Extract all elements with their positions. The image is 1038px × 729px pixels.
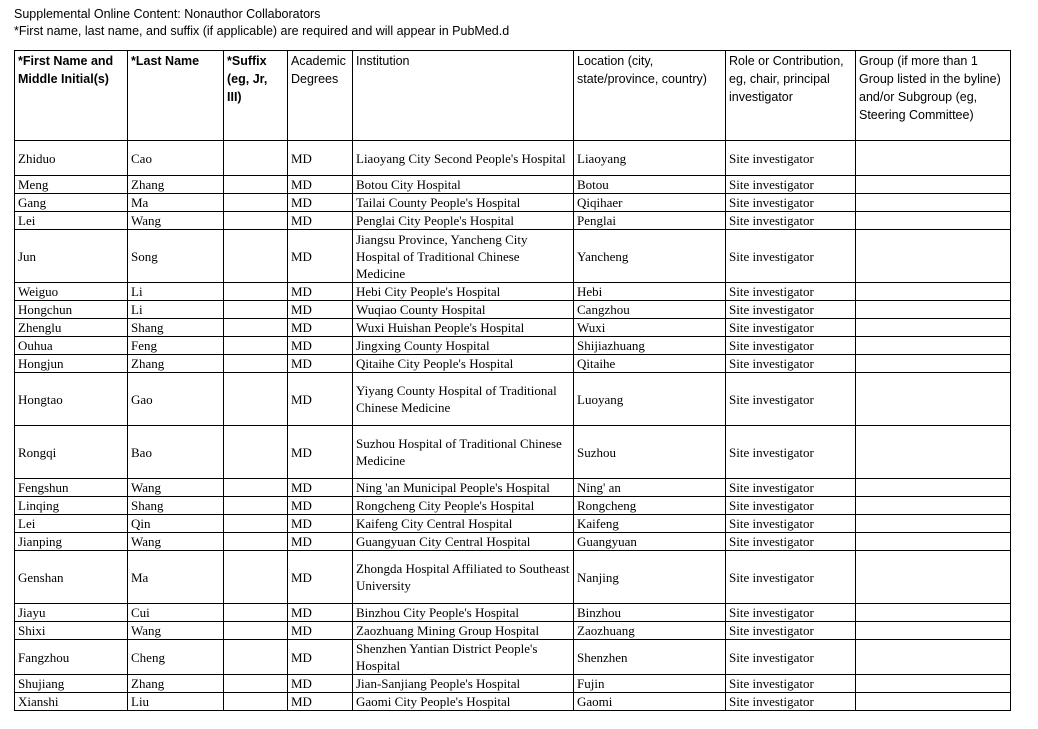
- table-row: [15, 301, 1011, 319]
- suffix-cell: [224, 194, 288, 212]
- suffix-cell: [224, 141, 288, 176]
- group-cell: [856, 533, 1011, 551]
- last-name-cell: Wang: [128, 533, 224, 551]
- table-row: [15, 230, 1011, 283]
- degree-cell: MD: [288, 551, 353, 604]
- group-cell: [856, 604, 1011, 622]
- suffix-cell: [224, 355, 288, 373]
- suffix-cell: [224, 283, 288, 301]
- suffix-cell: [224, 497, 288, 515]
- role-cell: Site investigator: [726, 301, 856, 319]
- location-cell: Gaomi: [574, 693, 726, 711]
- suffix-cell: [224, 319, 288, 337]
- institution-cell: Rongcheng City People's Hospital: [353, 497, 574, 515]
- institution-cell: Liaoyang City Second People's Hospital: [353, 141, 574, 176]
- suffix-cell: [224, 675, 288, 693]
- last-name-cell: Wang: [128, 212, 224, 230]
- institution-cell: Jian-Sanjiang People's Hospital: [353, 675, 574, 693]
- first-name-cell: Jun: [15, 230, 128, 283]
- institution-cell: Binzhou City People's Hospital: [353, 604, 574, 622]
- location-cell: Rongcheng: [574, 497, 726, 515]
- location-cell: Qitaihe: [574, 355, 726, 373]
- institution-cell: Ning 'an Municipal People's Hospital: [353, 479, 574, 497]
- location-cell: Botou: [574, 176, 726, 194]
- degree-cell: MD: [288, 497, 353, 515]
- institution-cell: Qitaihe City People's Hospital: [353, 355, 574, 373]
- last-name-cell: Liu: [128, 693, 224, 711]
- first-name-cell: Gang: [15, 194, 128, 212]
- location-cell: Kaifeng: [574, 515, 726, 533]
- degree-cell: MD: [288, 337, 353, 355]
- table-row: [15, 551, 1011, 604]
- degree-cell: MD: [288, 640, 353, 675]
- degree-cell: MD: [288, 675, 353, 693]
- first-name-cell: Zhenglu: [15, 319, 128, 337]
- first-name-cell: Lei: [15, 515, 128, 533]
- suffix-cell: [224, 373, 288, 426]
- table-row: [15, 533, 1011, 551]
- table-row: [15, 355, 1011, 373]
- column-header-suffix: *Suffix (eg, Jr, III): [224, 51, 288, 141]
- last-name-cell: Zhang: [128, 675, 224, 693]
- suffix-cell: [224, 515, 288, 533]
- first-name-cell: Linqing: [15, 497, 128, 515]
- first-name-cell: Lei: [15, 212, 128, 230]
- last-name-cell: Zhang: [128, 176, 224, 194]
- group-cell: [856, 515, 1011, 533]
- table-row: [15, 515, 1011, 533]
- last-name-cell: Li: [128, 283, 224, 301]
- required-fields-note: *First name, last name, and suffix (if applicable) are required and will appear in PubMed.d: [14, 24, 510, 38]
- group-cell: [856, 551, 1011, 604]
- first-name-cell: Xianshi: [15, 693, 128, 711]
- group-cell: [856, 675, 1011, 693]
- location-cell: Ning' an: [574, 479, 726, 497]
- degree-cell: MD: [288, 283, 353, 301]
- last-name-cell: Gao: [128, 373, 224, 426]
- column-header-first-name: *First Name and Middle Initial(s): [15, 51, 128, 141]
- first-name-cell: Hongtao: [15, 373, 128, 426]
- last-name-cell: Ma: [128, 194, 224, 212]
- role-cell: Site investigator: [726, 622, 856, 640]
- first-name-cell: Rongqi: [15, 426, 128, 479]
- institution-cell: Shenzhen Yantian District People's Hospital: [353, 640, 574, 675]
- last-name-cell: Shang: [128, 497, 224, 515]
- institution-cell: Yiyang County Hospital of Traditional Chinese Medicine: [353, 373, 574, 426]
- institution-cell: Zhongda Hospital Affiliated to Southeast University: [353, 551, 574, 604]
- table-row: [15, 283, 1011, 301]
- suffix-cell: [224, 551, 288, 604]
- degree-cell: MD: [288, 515, 353, 533]
- last-name-cell: Shang: [128, 319, 224, 337]
- group-cell: [856, 301, 1011, 319]
- degree-cell: MD: [288, 373, 353, 426]
- group-cell: [856, 497, 1011, 515]
- group-cell: [856, 194, 1011, 212]
- first-name-cell: Hongjun: [15, 355, 128, 373]
- document-intro: [14, 6, 509, 40]
- institution-cell: Jingxing County Hospital: [353, 337, 574, 355]
- suffix-cell: [224, 693, 288, 711]
- degree-cell: MD: [288, 212, 353, 230]
- header-row: [15, 51, 1011, 141]
- last-name-cell: Feng: [128, 337, 224, 355]
- group-cell: [856, 693, 1011, 711]
- collaborators-table-body: [15, 141, 1011, 711]
- last-name-cell: Ma: [128, 551, 224, 604]
- location-cell: Shijiazhuang: [574, 337, 726, 355]
- last-name-cell: Wang: [128, 479, 224, 497]
- location-cell: Yancheng: [574, 230, 726, 283]
- first-name-cell: Hongchun: [15, 301, 128, 319]
- role-cell: Site investigator: [726, 212, 856, 230]
- degree-cell: MD: [288, 355, 353, 373]
- group-cell: [856, 426, 1011, 479]
- role-cell: Site investigator: [726, 640, 856, 675]
- location-cell: Zaozhuang: [574, 622, 726, 640]
- role-cell: Site investigator: [726, 533, 856, 551]
- role-cell: Site investigator: [726, 693, 856, 711]
- column-header-institution: Institution: [353, 51, 574, 141]
- table-row: [15, 622, 1011, 640]
- table-row: [15, 212, 1011, 230]
- location-cell: Liaoyang: [574, 141, 726, 176]
- role-cell: Site investigator: [726, 283, 856, 301]
- institution-cell: Wuqiao County Hospital: [353, 301, 574, 319]
- role-cell: Site investigator: [726, 497, 856, 515]
- table-row: [15, 194, 1011, 212]
- suffix-cell: [224, 533, 288, 551]
- degree-cell: MD: [288, 604, 353, 622]
- location-cell: Luoyang: [574, 373, 726, 426]
- group-cell: [856, 283, 1011, 301]
- table-row: [15, 675, 1011, 693]
- last-name-cell: Zhang: [128, 355, 224, 373]
- table-row: [15, 176, 1011, 194]
- institution-cell: Suzhou Hospital of Traditional Chinese Medicine: [353, 426, 574, 479]
- first-name-cell: Weiguo: [15, 283, 128, 301]
- last-name-cell: Cheng: [128, 640, 224, 675]
- table-row: [15, 319, 1011, 337]
- degree-cell: MD: [288, 479, 353, 497]
- institution-cell: Botou City Hospital: [353, 176, 574, 194]
- group-cell: [856, 141, 1011, 176]
- degree-cell: MD: [288, 693, 353, 711]
- table-row: [15, 693, 1011, 711]
- location-cell: Suzhou: [574, 426, 726, 479]
- last-name-cell: Song: [128, 230, 224, 283]
- role-cell: Site investigator: [726, 355, 856, 373]
- table-row: [15, 479, 1011, 497]
- last-name-cell: Bao: [128, 426, 224, 479]
- group-cell: [856, 622, 1011, 640]
- group-cell: [856, 319, 1011, 337]
- group-cell: [856, 373, 1011, 426]
- group-cell: [856, 337, 1011, 355]
- table-row: [15, 497, 1011, 515]
- table-row: [15, 373, 1011, 426]
- role-cell: Site investigator: [726, 426, 856, 479]
- suffix-cell: [224, 230, 288, 283]
- first-name-cell: Jianping: [15, 533, 128, 551]
- suffix-cell: [224, 622, 288, 640]
- table-row: [15, 640, 1011, 675]
- location-cell: Penglai: [574, 212, 726, 230]
- group-cell: [856, 230, 1011, 283]
- suffix-cell: [224, 479, 288, 497]
- first-name-cell: Jiayu: [15, 604, 128, 622]
- institution-cell: Penglai City People's Hospital: [353, 212, 574, 230]
- location-cell: Qiqihaer: [574, 194, 726, 212]
- degree-cell: MD: [288, 194, 353, 212]
- location-cell: Hebi: [574, 283, 726, 301]
- column-header-role: Role or Contribution, eg, chair, principal investigator: [726, 51, 856, 141]
- first-name-cell: Fangzhou: [15, 640, 128, 675]
- role-cell: Site investigator: [726, 337, 856, 355]
- column-header-last-name: *Last Name: [128, 51, 224, 141]
- table-row: [15, 426, 1011, 479]
- degree-cell: MD: [288, 230, 353, 283]
- role-cell: Site investigator: [726, 675, 856, 693]
- first-name-cell: Ouhua: [15, 337, 128, 355]
- column-header-degrees: Academic Degrees: [288, 51, 353, 141]
- role-cell: Site investigator: [726, 479, 856, 497]
- last-name-cell: Li: [128, 301, 224, 319]
- supplement-title: Supplemental Online Content: Nonauthor Collaborators: [14, 7, 321, 21]
- institution-cell: Kaifeng City Central Hospital: [353, 515, 574, 533]
- first-name-cell: Shujiang: [15, 675, 128, 693]
- degree-cell: MD: [288, 622, 353, 640]
- institution-cell: Guangyuan City Central Hospital: [353, 533, 574, 551]
- column-header-group: Group (if more than 1 Group listed in the byline) and/or Subgroup (eg, Steering Committee): [856, 51, 1011, 141]
- degree-cell: MD: [288, 141, 353, 176]
- group-cell: [856, 640, 1011, 675]
- collaborators-table: [14, 50, 1011, 711]
- suffix-cell: [224, 301, 288, 319]
- role-cell: Site investigator: [726, 373, 856, 426]
- suffix-cell: [224, 604, 288, 622]
- group-cell: [856, 176, 1011, 194]
- institution-cell: Hebi City People's Hospital: [353, 283, 574, 301]
- role-cell: Site investigator: [726, 141, 856, 176]
- column-header-location: Location (city, state/province, country): [574, 51, 726, 141]
- first-name-cell: Fengshun: [15, 479, 128, 497]
- table-row: [15, 604, 1011, 622]
- role-cell: Site investigator: [726, 319, 856, 337]
- table-row: [15, 141, 1011, 176]
- suffix-cell: [224, 337, 288, 355]
- location-cell: Guangyuan: [574, 533, 726, 551]
- group-cell: [856, 355, 1011, 373]
- role-cell: Site investigator: [726, 176, 856, 194]
- first-name-cell: Zhiduo: [15, 141, 128, 176]
- location-cell: Cangzhou: [574, 301, 726, 319]
- table-row: [15, 337, 1011, 355]
- location-cell: Wuxi: [574, 319, 726, 337]
- role-cell: Site investigator: [726, 551, 856, 604]
- group-cell: [856, 212, 1011, 230]
- suffix-cell: [224, 212, 288, 230]
- role-cell: Site investigator: [726, 194, 856, 212]
- role-cell: Site investigator: [726, 604, 856, 622]
- suffix-cell: [224, 640, 288, 675]
- institution-cell: Gaomi City People's Hospital: [353, 693, 574, 711]
- role-cell: Site investigator: [726, 230, 856, 283]
- last-name-cell: Wang: [128, 622, 224, 640]
- suffix-cell: [224, 176, 288, 194]
- location-cell: Nanjing: [574, 551, 726, 604]
- degree-cell: MD: [288, 319, 353, 337]
- role-cell: Site investigator: [726, 515, 856, 533]
- institution-cell: Jiangsu Province, Yancheng City Hospital of Traditional Chinese Medicine: [353, 230, 574, 283]
- first-name-cell: Shixi: [15, 622, 128, 640]
- location-cell: Shenzhen: [574, 640, 726, 675]
- degree-cell: MD: [288, 301, 353, 319]
- last-name-cell: Qin: [128, 515, 224, 533]
- location-cell: Fujin: [574, 675, 726, 693]
- location-cell: Binzhou: [574, 604, 726, 622]
- group-cell: [856, 479, 1011, 497]
- institution-cell: Zaozhuang Mining Group Hospital: [353, 622, 574, 640]
- last-name-cell: Cui: [128, 604, 224, 622]
- last-name-cell: Cao: [128, 141, 224, 176]
- degree-cell: MD: [288, 426, 353, 479]
- suffix-cell: [224, 426, 288, 479]
- first-name-cell: Genshan: [15, 551, 128, 604]
- institution-cell: Tailai County People's Hospital: [353, 194, 574, 212]
- first-name-cell: Meng: [15, 176, 128, 194]
- degree-cell: MD: [288, 533, 353, 551]
- institution-cell: Wuxi Huishan People's Hospital: [353, 319, 574, 337]
- degree-cell: MD: [288, 176, 353, 194]
